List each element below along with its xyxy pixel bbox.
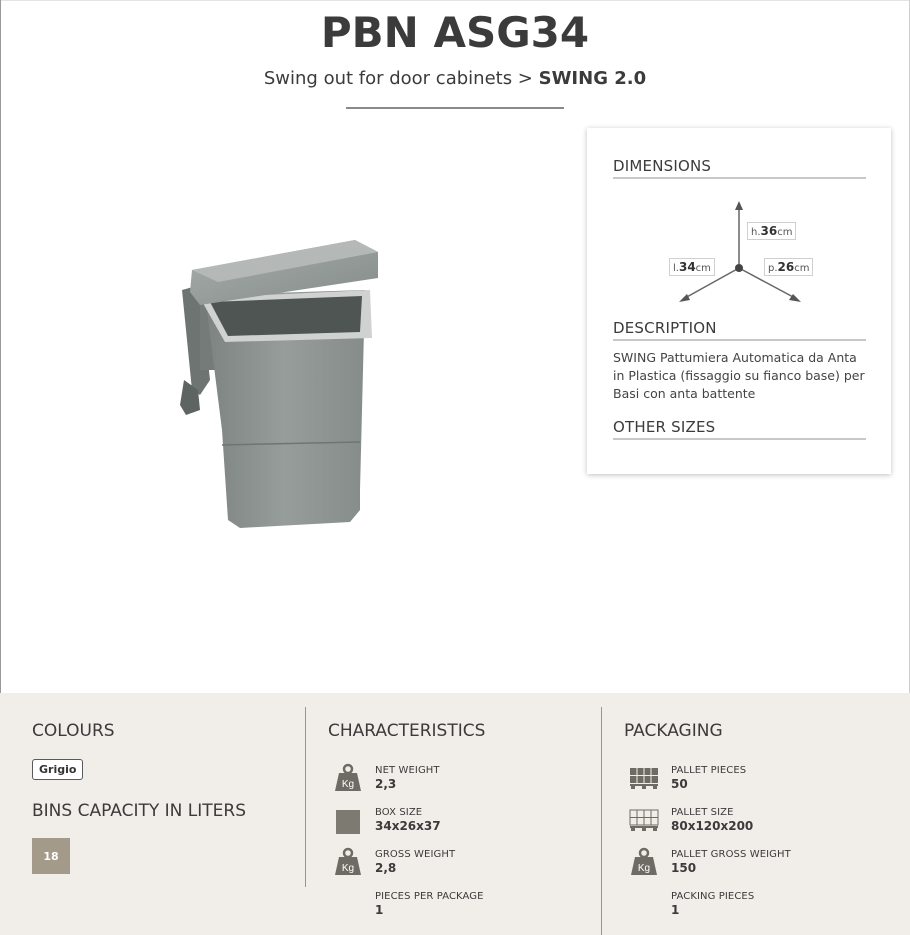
characteristics-heading: CHARACTERISTICS xyxy=(328,721,486,741)
product-title: PBN ASG34 xyxy=(320,8,590,57)
capacity-badge[interactable]: 18 xyxy=(32,838,70,874)
dimensions-diagram xyxy=(657,198,817,308)
bins-capacity-heading: BINS CAPACITY IN LITERS xyxy=(32,801,246,821)
column-divider xyxy=(305,707,306,887)
pallet-outline-icon xyxy=(629,809,659,831)
product-subtitle xyxy=(0,68,910,89)
svg-text:Kg: Kg xyxy=(341,779,355,790)
weight-icon xyxy=(629,847,659,877)
top-rule xyxy=(0,0,910,1)
box-size-item: BOX SIZE 34x26x37 xyxy=(375,807,441,833)
spec-card xyxy=(587,128,891,474)
packing-pieces-item: PACKING PIECES 1 xyxy=(671,891,755,917)
net-weight-item: NET WEIGHT 2,3 xyxy=(375,765,440,791)
length-label: l.34cm xyxy=(669,258,715,276)
colours-heading: COLOURS xyxy=(32,721,115,741)
depth-label: p.26cm xyxy=(764,258,813,276)
height-label: h.36cm xyxy=(747,222,796,240)
column-divider xyxy=(601,707,602,935)
subtitle-category: Swing out for door cabinets > xyxy=(263,68,539,89)
subtitle-series: SWING 2.0 xyxy=(538,68,647,89)
dimensions-heading: DIMENSIONS xyxy=(613,157,866,179)
description-heading: DESCRIPTION xyxy=(613,319,866,341)
pallet-icon xyxy=(629,767,659,789)
packaging-heading: PACKAGING xyxy=(624,721,723,741)
pieces-per-package-item: PIECES PER PACKAGE 1 xyxy=(375,891,484,917)
other-sizes-heading[interactable]: OTHER SIZES xyxy=(613,418,866,440)
pallet-gross-weight-item: PALLET GROSS WEIGHT 150 xyxy=(671,849,791,875)
svg-text:Kg: Kg xyxy=(637,863,651,874)
axes-icon xyxy=(657,198,817,308)
weight-icon xyxy=(333,763,363,793)
page-left-border xyxy=(0,0,1,693)
pallet-size-item: PALLET SIZE 80x120x200 xyxy=(671,807,754,833)
pallet-pieces-item: PALLET PIECES 50 xyxy=(671,765,747,791)
title-divider xyxy=(346,107,564,109)
svg-text:Kg: Kg xyxy=(341,863,355,874)
description-text: SWING Pattumiera Automatica da Anta in Plastica (fissaggio su fianco base) per Basi con anta battente xyxy=(613,350,865,401)
swing-bin-illustration xyxy=(170,230,390,530)
colour-chip-grigio[interactable]: Grigio xyxy=(32,759,83,780)
info-band xyxy=(0,693,910,935)
gross-weight-item: GROSS WEIGHT 2,8 xyxy=(375,849,456,875)
weight-icon xyxy=(333,847,363,877)
box-icon xyxy=(336,810,360,834)
